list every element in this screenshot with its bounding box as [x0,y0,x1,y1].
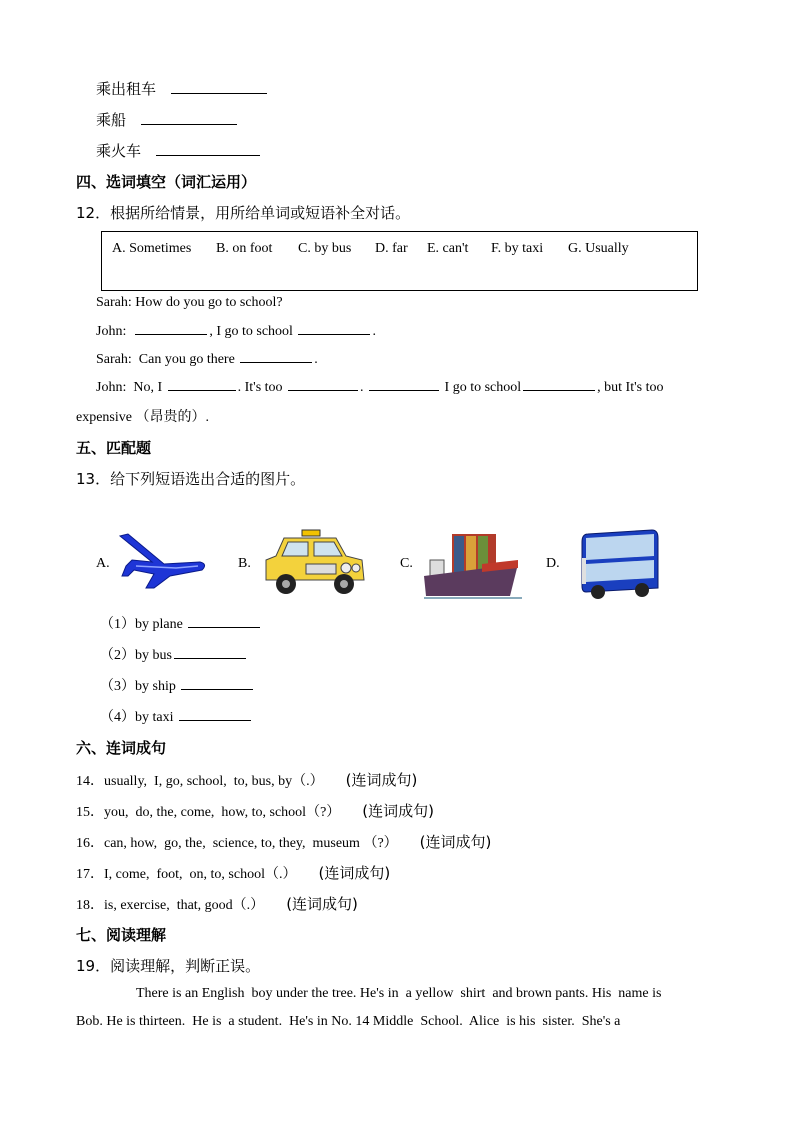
vocab-label: 乘火车 [96,142,142,160]
match-label: （1）by plane [100,617,187,632]
vocab-line-ship [96,109,239,130]
sentence-item [76,800,434,821]
passage-text: Bob. He is thirteen. He is a student. He's in No. 14 Middle School. Alice is his sister. She's a [76,1014,621,1029]
match-label: （2）by bus [100,648,172,663]
option-item: A. Sometimes [112,241,192,256]
passage-line [76,1014,620,1030]
sentence-words: is, exercise, that, good（.） [104,898,265,913]
sentence-item [76,769,417,790]
answer-blank[interactable] [135,322,207,335]
dialog-text: . [314,352,318,367]
ship-image[interactable] [422,524,524,602]
plane-image[interactable] [114,530,210,590]
instruction-tag: (连词成句) [419,833,492,851]
dialog-text: Sarah: How do you go to school? [96,295,283,310]
vocab-line-taxi [96,78,269,99]
dialog-text: I go to school [441,380,522,395]
answer-blank[interactable] [240,350,312,363]
answer-blank[interactable] [188,615,260,628]
passage-text: There is an English boy under the tree. He's in a yellow shirt and brown pants. His name is [136,986,662,1001]
dialog-text: John: [96,324,134,339]
bus-image[interactable] [580,528,660,602]
instruction-tag: (连词成句) [318,864,391,882]
match-item [100,706,253,726]
sentence-words: can, how, go, the, science, to, they, museum （?） [104,836,398,851]
vocab-line-train [96,140,262,161]
match-label: （4）by taxi [100,710,177,725]
dialog-text: , but It's too [597,380,664,395]
choice-letter: A. [96,556,110,571]
sentence-item [76,831,491,852]
dialog-text: . It's too [237,380,287,395]
dialog-text: John: No, I [96,380,166,395]
match-item [100,613,262,633]
question-number: 18． [76,898,104,913]
section-heading: 六、连词成句 [76,739,167,757]
answer-blank[interactable] [298,322,370,335]
choice-letter: B. [238,556,251,571]
dialog-line [96,350,318,368]
match-item [100,644,248,664]
section-heading: 四、选词填空（词汇运用） [76,173,257,191]
answer-blank[interactable] [523,378,595,391]
match-label: （3）by ship [100,679,180,694]
instruction-tag: (连词成句) [286,895,358,913]
instruction-tag: (连词成句) [362,802,434,820]
sentence-item [76,893,358,914]
dialog-line [96,322,376,340]
instruction-tag: (连词成句) [345,771,418,789]
sentence-words: you, do, the, come, how, to, school（?） [104,805,341,820]
dialog-line [76,406,209,426]
dialog-text: expensive （昂贵的）. [76,410,209,425]
sentence-words: usually, I, go, school, to, bus, by（.） [104,774,324,789]
question-prompt: 19．阅读理解，判断正误。 [76,957,261,975]
choice-letter: C. [400,556,413,571]
section-heading: 七、阅读理解 [76,926,167,944]
answer-blank[interactable] [156,143,260,156]
option-item: E. can't [427,241,469,256]
passage-line [136,986,661,1002]
options-box [101,231,698,291]
answer-blank[interactable] [171,81,267,94]
section-heading: 五、匹配题 [76,439,152,457]
dialog-text: Sarah: Can you go there [96,352,239,367]
answer-blank[interactable] [288,378,358,391]
sentence-item [76,862,390,883]
option-item: C. by bus [298,241,352,256]
question-number: 14． [76,774,104,789]
option-item: G. Usually [568,241,629,256]
question-prompt: 12．根据所给情景，用所给单词或短语补全对话。 [76,204,411,222]
dialog-text: , I go to school [209,324,297,339]
vocab-label: 乘出租车 [96,80,157,98]
option-item: D. far [375,241,408,256]
taxi-image[interactable] [262,528,368,600]
dialog-text: . [360,380,368,395]
question-prompt: 13．给下列短语选出合适的图片。 [76,470,306,488]
answer-blank[interactable] [168,378,236,391]
match-item [100,675,255,695]
answer-blank[interactable] [181,677,253,690]
answer-blank[interactable] [369,378,439,391]
answer-blank[interactable] [174,646,246,659]
question-number: 15． [76,805,104,820]
dialog-line [96,295,283,311]
option-item: B. on foot [216,241,273,256]
dialog-line [96,378,663,396]
option-item: F. by taxi [491,241,544,256]
question-number: 17． [76,867,104,882]
sentence-words: I, come, foot, on, to, school（.） [104,867,297,882]
answer-blank[interactable] [179,708,251,721]
answer-blank[interactable] [141,112,237,125]
vocab-label: 乘船 [96,111,127,129]
question-number: 16． [76,836,104,851]
dialog-text: . [372,324,376,339]
choice-letter: D. [546,556,560,571]
